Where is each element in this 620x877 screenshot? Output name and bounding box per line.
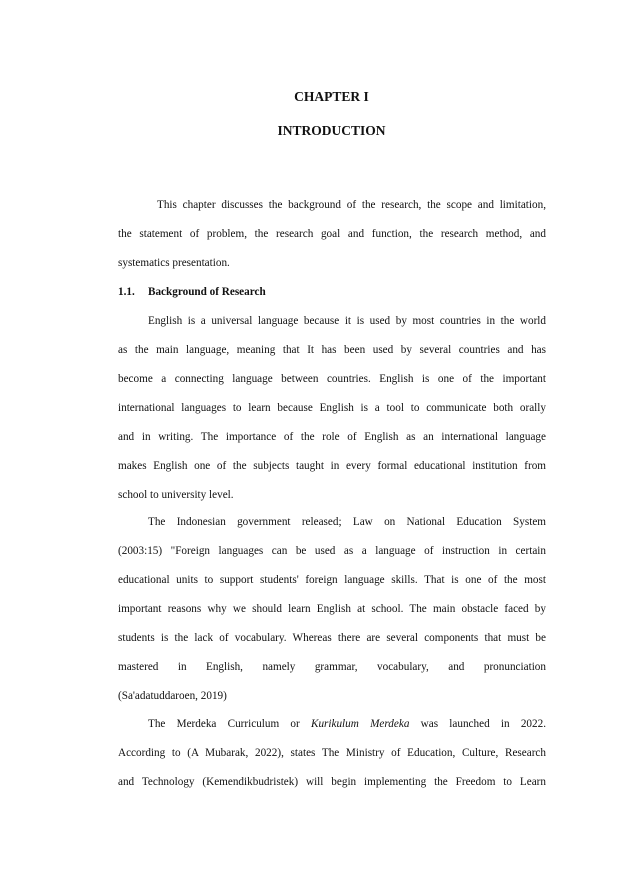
paragraph-line: important reasons why we should learn English at school. The main obstacle faced by [118,603,546,615]
section-number: 1.1. [118,286,135,298]
paragraph-text: The Merdeka Curriculum or [148,718,311,730]
paragraph-line: educational units to support students' foreign language skills. That is one of the most [118,574,546,586]
paragraph-line: and in writing. The importance of the role of English as an international language [118,431,546,443]
paragraph-line: The Indonesian government released; Law on National Education System [148,516,546,528]
paragraph-line: According to (A Mubarak, 2022), states The Ministry of Education, Culture, Research [118,747,546,759]
section-heading [118,285,266,299]
intro-line: the statement of problem, the research goal and function, the research method, and [118,228,546,240]
paragraph-text: was launched in 2022. [409,718,546,730]
section-title: Background of Research [148,286,266,298]
intro-line: This chapter discusses the background of the research, the scope and limitation, [157,199,546,211]
paragraph-line: mastered in English, namely grammar, vocabulary, and pronunciation [118,661,546,673]
italic-term: Kurikulum Merdeka [310,718,410,730]
paragraph-line: makes English one of the subjects taught in every formal educational institution from [118,460,546,472]
paragraph-line: (Sa'adatuddaroen, 2019) [118,690,227,702]
paragraph-line: students is the lack of vocabulary. Whereas there are several components that must be [118,632,546,644]
paragraph-line: school to university level. [118,489,234,501]
intro-line: systematics presentation. [118,257,230,269]
paragraph-line: international languages to learn because English is a tool to communicate both orally [118,402,546,414]
paragraph-line: and Technology (Kemendikbudristek) will begin implementing the Freedom to Learn [118,776,546,788]
chapter-label: CHAPTER I [294,89,369,104]
paragraph-line [148,717,546,731]
chapter-title: INTRODUCTION [277,123,386,138]
paragraph-line: (2003:15) "Foreign languages can be used as a language of instruction in certain [118,545,546,557]
paragraph-line: as the main language, meaning that It has been used by several countries and has [118,344,546,356]
paragraph-line: become a connecting language between countries. English is one of the important [118,373,546,385]
paragraph-line: English is a universal language because it is used by most countries in the world [148,315,546,327]
